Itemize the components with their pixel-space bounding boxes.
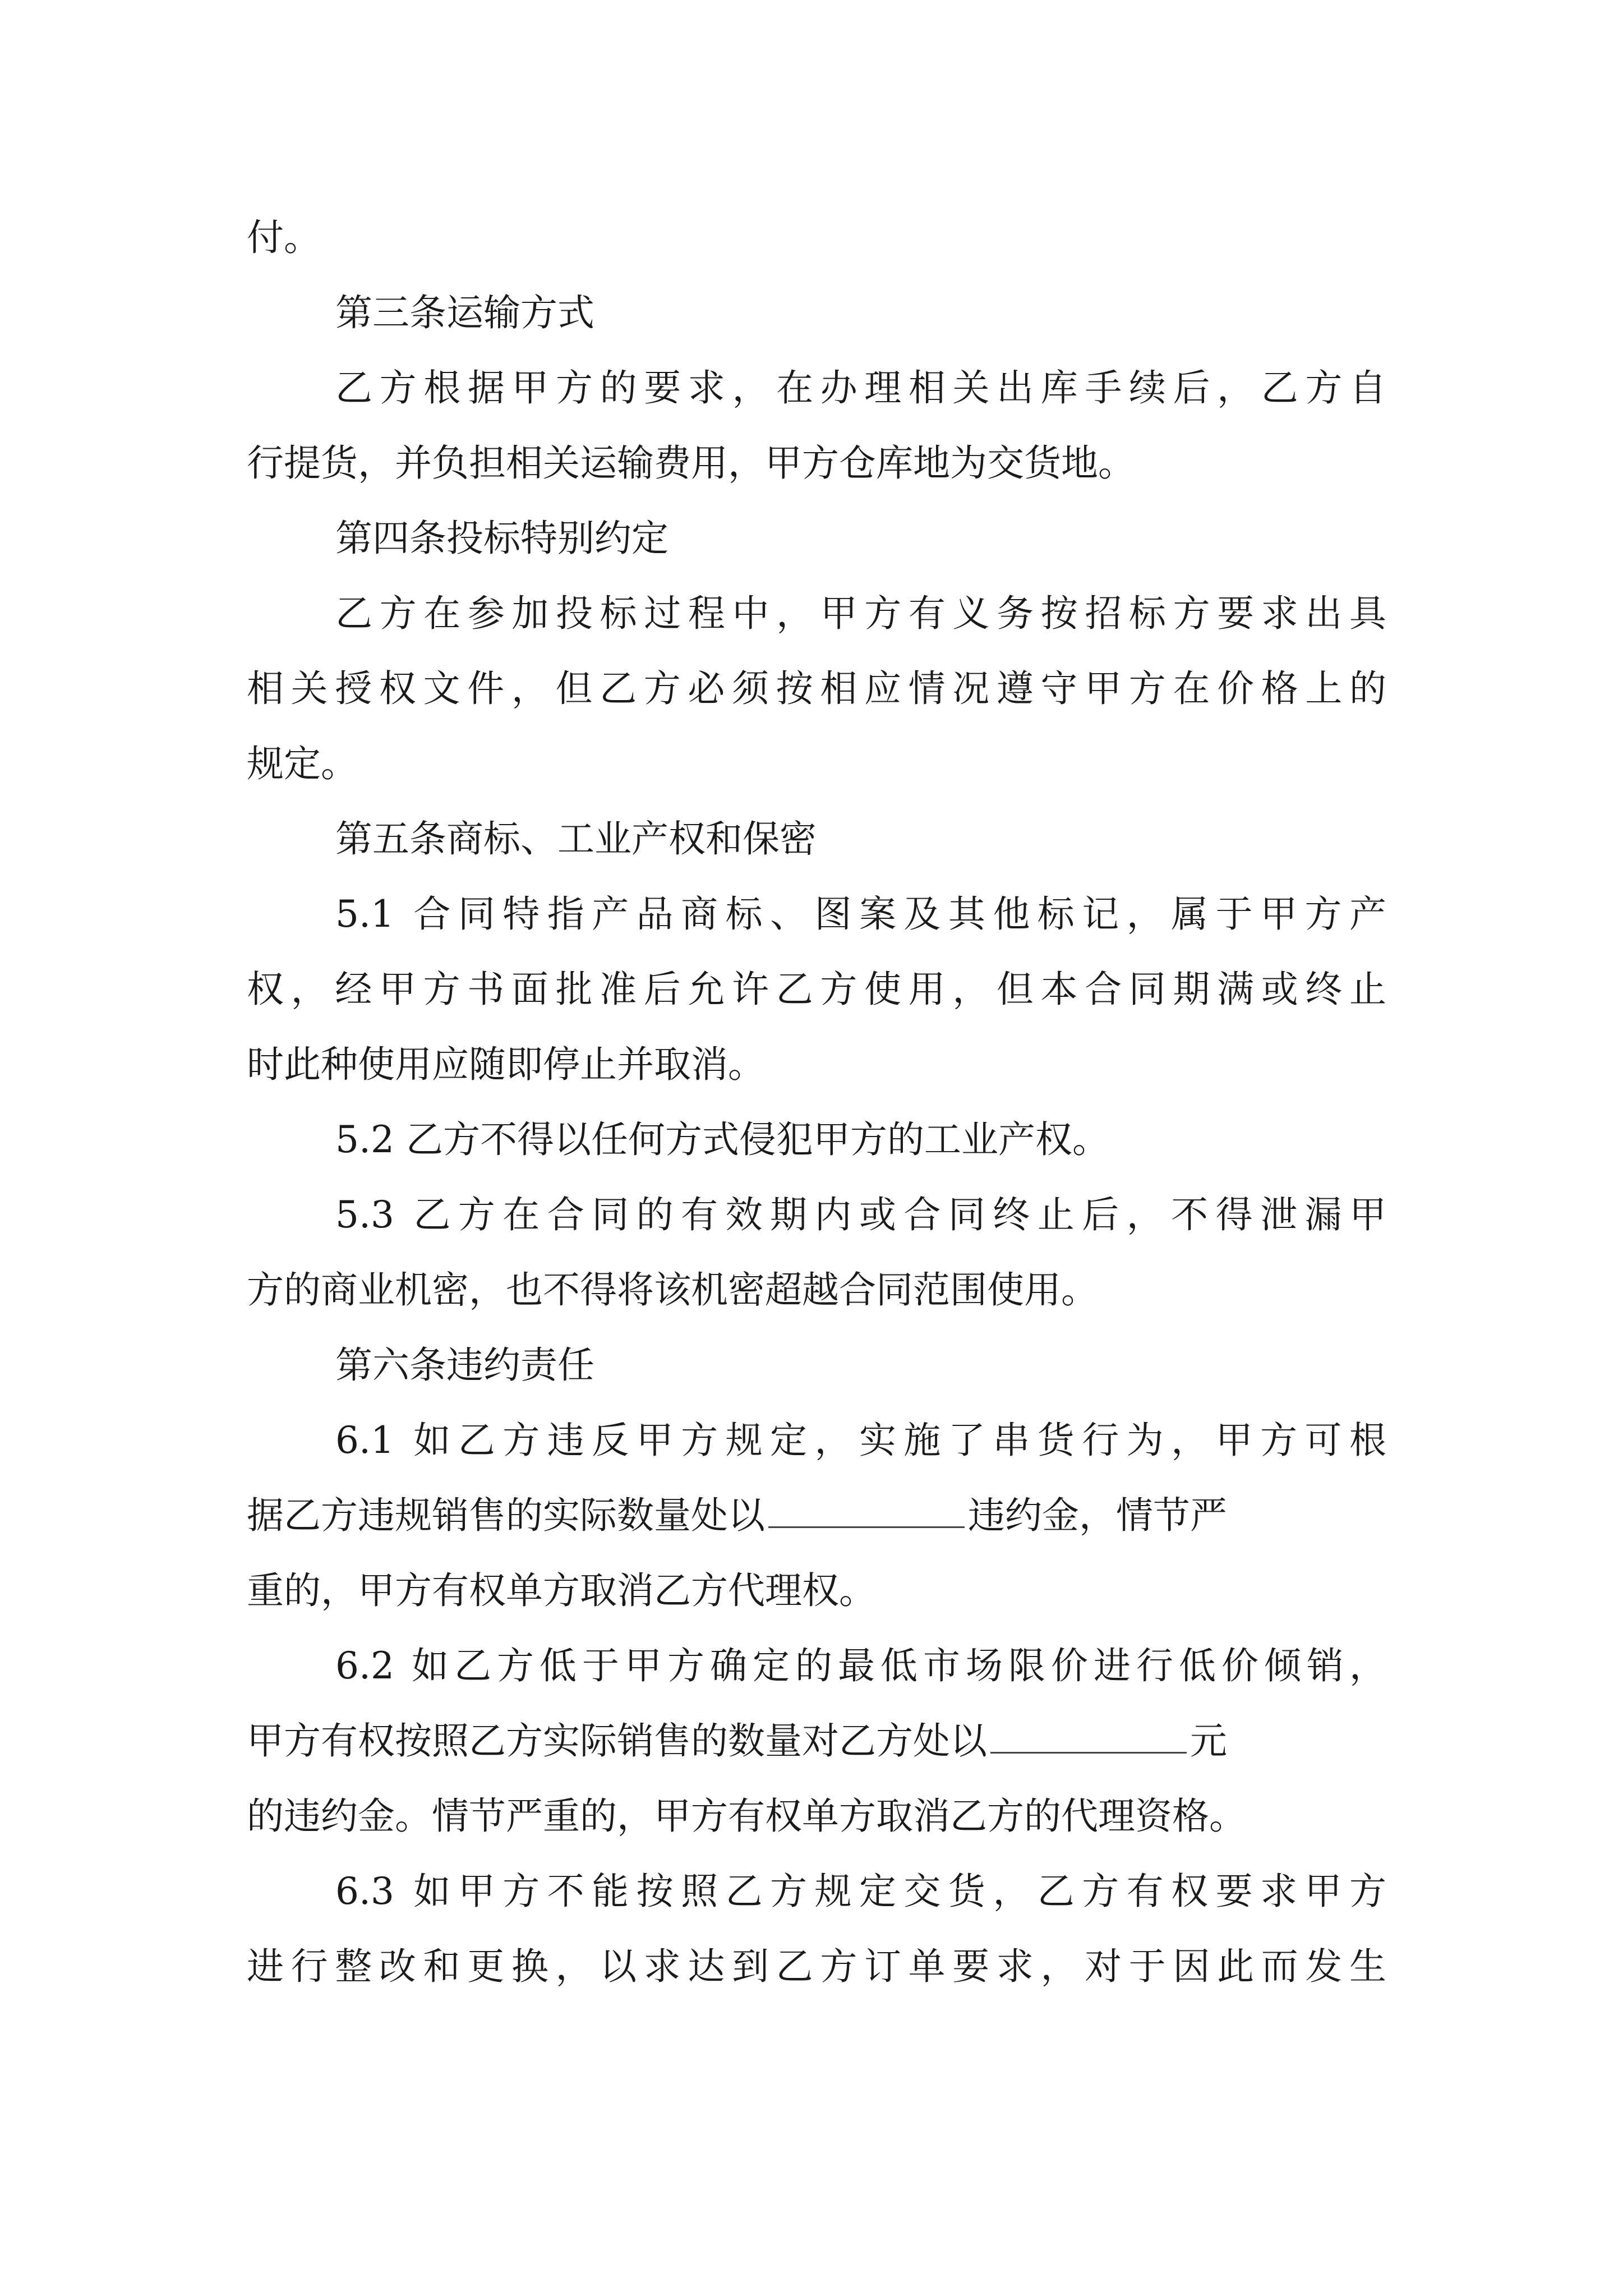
fill-in-blank — [990, 1752, 1187, 1754]
text-segment: 甲方有权按照乙方实际销售的数量对乙方处以 — [247, 1719, 987, 1763]
text-line: 乙方根据甲方的要求，在办理相关出库手续后，乙方自 — [335, 366, 1386, 409]
section-heading: 第三条运输方式 — [335, 291, 594, 334]
text-line: 5.3 乙方在合同的有效期内或合同终止后，不得泄漏甲 — [335, 1193, 1386, 1236]
text-line-with-blank — [247, 1493, 1227, 1538]
text-line: 乙方在参加投标过程中，甲方有义务按招标方要求出具 — [335, 592, 1386, 635]
text-line: 方的商业机密，也不得将该机密超越合同范围使用。 — [247, 1268, 1098, 1312]
text-line: 行提货，并负担相关运输费用，甲方仓库地为交货地。 — [247, 441, 1135, 485]
fill-in-blank — [768, 1526, 965, 1528]
text-line: 重的，甲方有权单方取消乙方代理权。 — [247, 1569, 876, 1612]
text-line: 进行整改和更换，以求达到乙方订单要求，对于因此而发生 — [247, 1945, 1386, 1988]
text-line: 相关授权文件，但乙方必须按相应情况遵守甲方在价格上的 — [247, 667, 1386, 710]
text-line: 规定。 — [247, 742, 358, 785]
section-heading: 第四条投标特别约定 — [335, 517, 668, 560]
text-line: 6.2 如乙方低于甲方确定的最低市场限价进行低价倾销， — [335, 1644, 1386, 1687]
text-line: 5.1 合同特指产品商标、图案及其他标记，属于甲方产 — [335, 892, 1386, 936]
text-segment: 违约金，情节严 — [968, 1494, 1227, 1537]
text-line: 6.1 如乙方违反甲方规定，实施了串货行为，甲方可根 — [335, 1419, 1386, 1462]
text-line: 的违约金。情节严重的，甲方有权单方取消乙方的代理资格。 — [247, 1795, 1246, 1838]
text-line: 付。 — [247, 216, 321, 259]
text-line: 时此种使用应随即停止并取消。 — [247, 1043, 765, 1086]
text-line-with-blank — [247, 1719, 1227, 1764]
text-segment: 据乙方违规销售的实际数量处以 — [247, 1494, 765, 1537]
section-heading: 第六条违约责任 — [335, 1343, 594, 1387]
text-line: 权，经甲方书面批准后允许乙方使用，但本合同期满或终止 — [247, 968, 1386, 1011]
text-segment: 元 — [1190, 1719, 1227, 1763]
text-line: 6.3 如甲方不能按照乙方规定交货，乙方有权要求甲方 — [335, 1870, 1386, 1913]
section-heading: 第五条商标、工业产权和保密 — [335, 817, 817, 861]
text-line: 5.2 乙方不得以任何方式侵犯甲方的工业产权。 — [335, 1118, 1109, 1161]
